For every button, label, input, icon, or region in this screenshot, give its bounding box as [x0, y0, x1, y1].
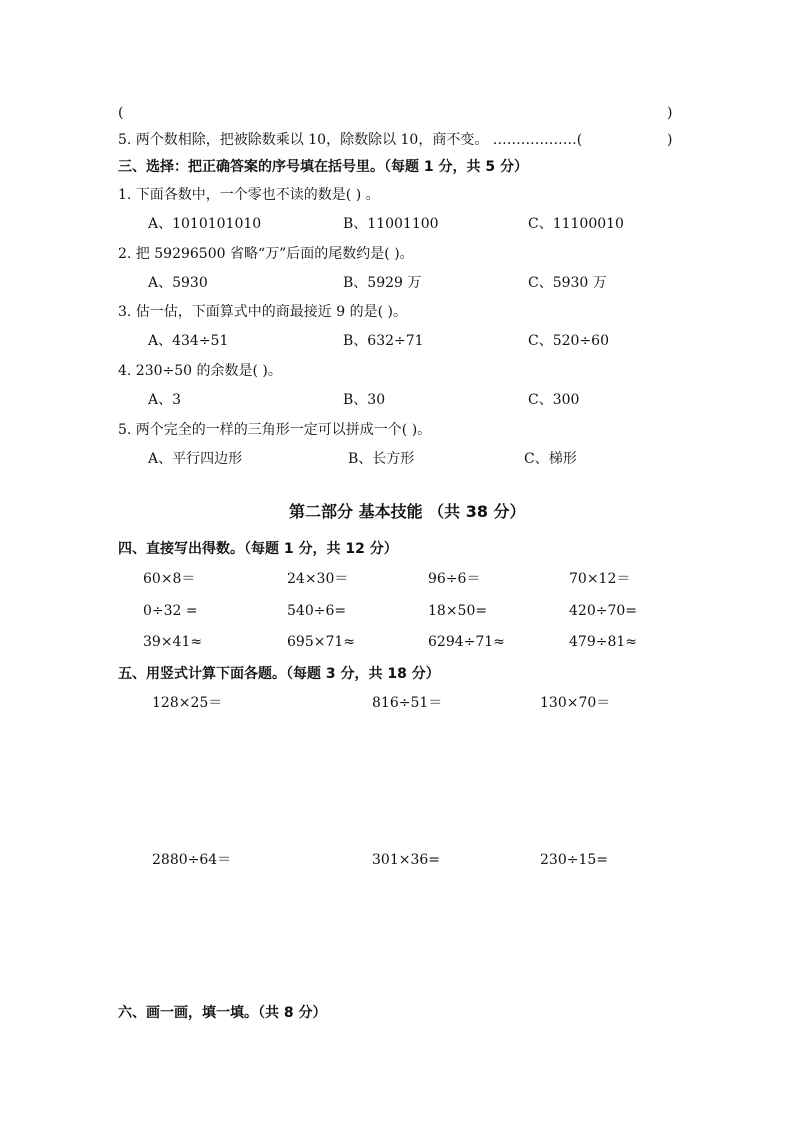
vertical-calc-item: 301×36= — [372, 852, 440, 868]
mental-math-item: 420÷70= — [569, 603, 637, 619]
option-c: C、300 — [528, 392, 580, 408]
option-b: B、长方形 — [348, 451, 415, 467]
option-c: C、5930 万 — [528, 275, 607, 291]
option-a: A、5930 — [148, 275, 208, 291]
vertical-calc-item: 2880÷64＝ — [152, 852, 232, 868]
option-b: B、30 — [343, 392, 386, 408]
option-a: A、434÷51 — [148, 333, 229, 349]
mental-math-item: 96÷6＝ — [428, 571, 481, 587]
choice-question: 4. 230÷50 的余数是( )。 — [118, 363, 282, 379]
part-2-title: 第二部分 基本技能 （共 38 分） — [289, 502, 526, 521]
vertical-calc-item: 130×70＝ — [540, 695, 611, 711]
option-b: B、5929 万 — [343, 275, 422, 291]
choice-question: 2. 把 59296500 省略“万”后面的尾数约是( )。 — [118, 246, 414, 262]
answer-paren-close: ) — [667, 105, 673, 121]
judge-question-5: 5. 两个数相除，把被除数乘以 10，除数除以 10，商不变。 ………………( — [118, 132, 583, 148]
vertical-calc-item: 230÷15= — [540, 852, 608, 868]
mental-math-item: 24×30＝ — [287, 571, 349, 587]
vertical-calc-item: 128×25＝ — [152, 695, 223, 711]
vertical-calc-item: 816÷51＝ — [372, 695, 443, 711]
mental-math-item: 540÷6= — [287, 603, 347, 619]
answer-paren-open: ( — [118, 105, 124, 121]
mental-math-item: 60×8＝ — [143, 571, 196, 587]
option-b: B、11001100 — [343, 216, 439, 232]
option-a: A、1010101010 — [148, 216, 262, 232]
option-b: B、632÷71 — [343, 333, 424, 349]
option-c: C、11100010 — [528, 216, 624, 232]
mental-math-item: 39×41≈ — [143, 634, 203, 650]
option-c: C、520÷60 — [528, 333, 609, 349]
mental-math-item: 695×71≈ — [287, 634, 355, 650]
mental-math-item: 0÷32 = — [143, 603, 198, 619]
option-a: A、3 — [148, 392, 182, 408]
mental-math-item: 6294÷71≈ — [428, 634, 505, 650]
judge-question-5-close: ) — [667, 132, 673, 148]
section-5-title: 五、用竖式计算下面各题。（每题 3 分，共 18 分） — [118, 666, 440, 682]
mental-math-item: 70×12＝ — [569, 571, 631, 587]
choice-question: 1. 下面各数中，一个零也不读的数是( ) 。 — [118, 187, 380, 203]
mental-math-item: 18×50= — [428, 603, 488, 619]
section-4-title: 四、直接写出得数。（每题 1 分，共 12 分） — [118, 541, 398, 557]
option-c: C、梯形 — [524, 451, 577, 467]
choice-question: 5. 两个完全的一样的三角形一定可以拼成一个( )。 — [118, 422, 432, 438]
option-a: A、平行四边形 — [148, 451, 243, 467]
choice-question: 3. 估一估，下面算式中的商最接近 9 的是( )。 — [118, 304, 407, 320]
section-3-title: 三、选择：把正确答案的序号填在括号里。（每题 1 分，共 5 分） — [118, 159, 528, 175]
mental-math-item: 479÷81≈ — [569, 634, 637, 650]
section-6-title: 六、画一画，填一填。（共 8 分） — [118, 1005, 327, 1021]
